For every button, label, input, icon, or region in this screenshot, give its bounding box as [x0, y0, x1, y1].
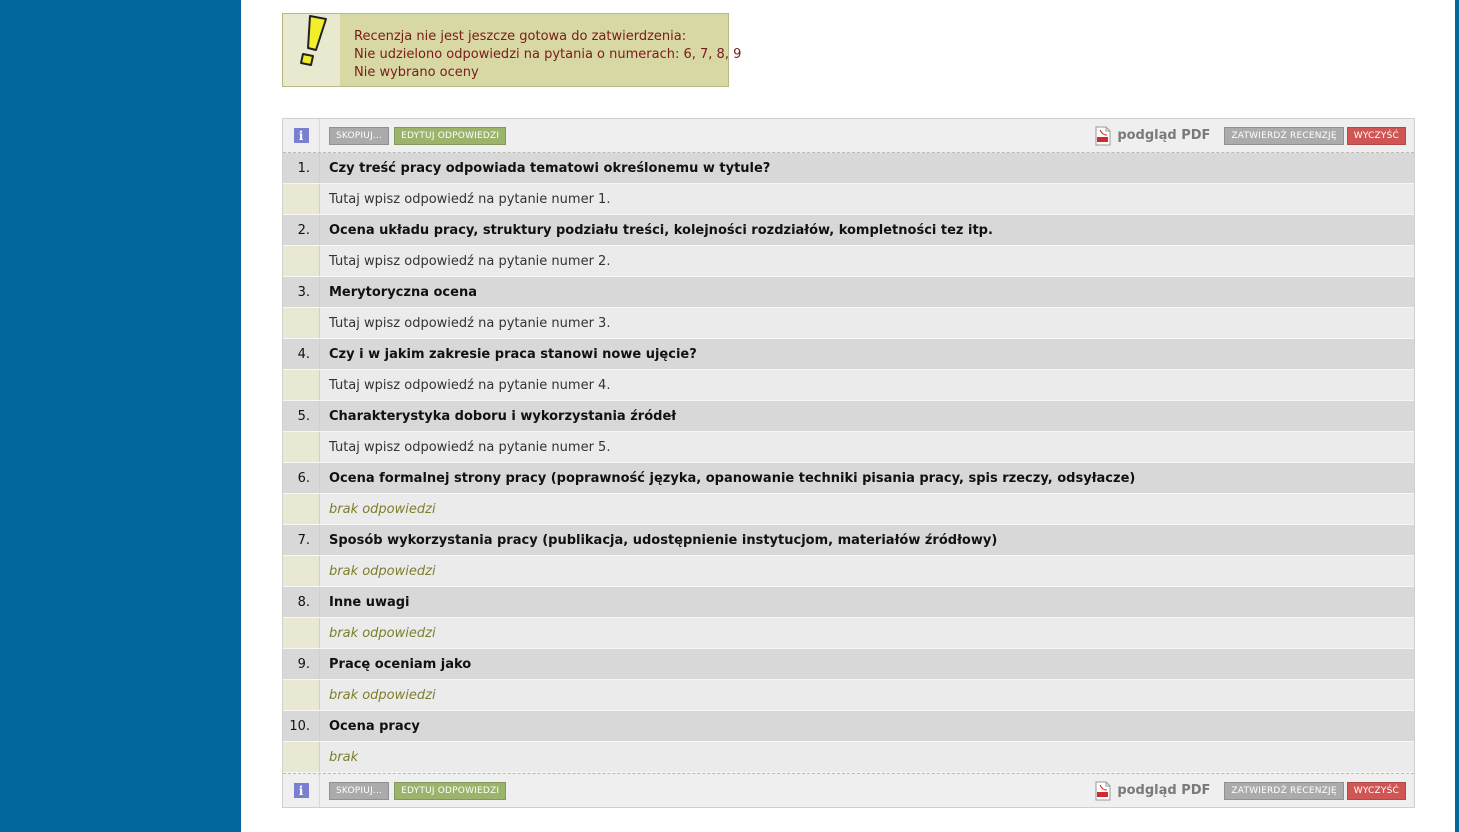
toolbar-left-actions	[329, 127, 506, 145]
edit-answers-button[interactable]: EDYTUJ ODPOWIEDZI	[394, 782, 506, 800]
question-text: Ocena formalnej strony pracy (poprawność języka, opanowanie techniki pisania pracy, spis rzeczy, odsyłacze)	[329, 470, 1136, 486]
question-row	[283, 711, 1414, 742]
right-frame-border	[1455, 0, 1459, 832]
warning-line: Nie udzielono odpowiedzi na pytania o numerach: 6, 7, 8, 9	[354, 47, 742, 62]
info-icon[interactable]: i	[294, 128, 309, 143]
warning-box	[282, 13, 742, 87]
answer-text[interactable]: Tutaj wpisz odpowiedź na pytanie numer 4.	[329, 377, 611, 393]
answer-text[interactable]: Tutaj wpisz odpowiedź na pytanie numer 5.	[329, 439, 611, 455]
answer-text[interactable]: brak odpowiedzi	[329, 687, 436, 703]
answer-row[interactable]	[283, 556, 1414, 587]
question-row	[283, 215, 1414, 246]
info-cell	[283, 119, 320, 152]
left-sidebar	[0, 0, 241, 832]
answer-number-cell	[283, 494, 320, 524]
question-row	[283, 525, 1414, 556]
question-text: Ocena pracy	[329, 718, 420, 734]
top-toolbar	[283, 119, 1414, 153]
toolbar-right-actions	[1095, 781, 1406, 801]
question-row	[283, 153, 1414, 184]
warning-message	[354, 28, 741, 82]
question-number: 3.	[283, 277, 320, 307]
warning-line: Recenzja nie jest jeszcze gotowa do zatwierdzenia:	[354, 29, 687, 44]
answer-text[interactable]: brak odpowiedzi	[329, 501, 436, 517]
answer-text[interactable]: Tutaj wpisz odpowiedź na pytanie numer 3.	[329, 315, 611, 331]
review-table	[282, 118, 1415, 808]
clear-button[interactable]: WYCZYŚĆ	[1347, 127, 1406, 145]
answer-number-cell	[283, 618, 320, 648]
answer-row[interactable]	[283, 742, 1414, 773]
exclamation-icon	[292, 14, 332, 70]
question-text: Czy treść pracy odpowiada tematowi określonemu w tytule?	[329, 160, 771, 176]
question-list	[283, 153, 1414, 773]
question-number: 8.	[283, 587, 320, 617]
question-number: 4.	[283, 339, 320, 369]
answer-text[interactable]: brak odpowiedzi	[329, 563, 436, 579]
info-icon[interactable]: i	[294, 783, 309, 798]
question-number: 2.	[283, 215, 320, 245]
question-number: 6.	[283, 463, 320, 493]
question-text: Charakterystyka doboru i wykorzystania źródeł	[329, 408, 677, 424]
answer-row[interactable]	[283, 618, 1414, 649]
question-number: 1.	[283, 153, 320, 183]
info-cell	[283, 774, 320, 807]
answer-row[interactable]	[283, 184, 1414, 215]
bottom-toolbar	[283, 773, 1414, 807]
answer-number-cell	[283, 680, 320, 710]
answer-text[interactable]: brak odpowiedzi	[329, 625, 436, 641]
toolbar-left-actions	[329, 782, 506, 800]
question-text: Merytoryczna ocena	[329, 284, 477, 300]
answer-text[interactable]: Tutaj wpisz odpowiedź na pytanie numer 1.	[329, 191, 611, 207]
question-text: Inne uwagi	[329, 594, 410, 610]
answer-row[interactable]	[283, 432, 1414, 463]
question-number: 5.	[283, 401, 320, 431]
question-number: 9.	[283, 649, 320, 679]
answer-number-cell	[283, 556, 320, 586]
clear-button[interactable]: WYCZYŚĆ	[1347, 782, 1406, 800]
pdf-preview-link[interactable]	[1095, 781, 1210, 801]
answer-row[interactable]	[283, 680, 1414, 711]
answer-text[interactable]: brak	[329, 749, 359, 765]
question-text: Czy i w jakim zakresie praca stanowi nowe ujęcie?	[329, 346, 697, 362]
confirm-review-button[interactable]: ZATWIERDŹ RECENZJĘ	[1224, 782, 1343, 800]
answer-text[interactable]: Tutaj wpisz odpowiedź na pytanie numer 2.	[329, 253, 611, 269]
question-text: Pracę oceniam jako	[329, 656, 472, 672]
answer-number-cell	[283, 246, 320, 276]
question-text: Sposób wykorzystania pracy (publikacja, udostępnienie instytucjom, materiałów źródłowy)	[329, 532, 998, 548]
answer-number-cell	[283, 432, 320, 462]
question-row	[283, 339, 1414, 370]
question-row	[283, 277, 1414, 308]
question-number: 10.	[283, 711, 320, 741]
warning-icon-cell	[283, 14, 340, 86]
pdf-preview-label: podgląd PDF	[1117, 128, 1211, 143]
answer-number-cell	[283, 370, 320, 400]
pdf-preview-label: podgląd PDF	[1117, 783, 1211, 798]
edit-answers-button[interactable]: EDYTUJ ODPOWIEDZI	[394, 127, 506, 145]
pdf-preview-link[interactable]	[1095, 126, 1210, 146]
confirm-review-button[interactable]: ZATWIERDŹ RECENZJĘ	[1224, 127, 1343, 145]
question-text: Ocena układu pracy, struktury podziału treści, kolejności rozdziałów, kompletności tez itp.	[329, 222, 993, 238]
question-number: 7.	[283, 525, 320, 555]
question-row	[283, 401, 1414, 432]
pdf-icon	[1095, 781, 1111, 801]
question-row	[283, 649, 1414, 680]
warning-line: Nie wybrano oceny	[354, 65, 479, 80]
answer-number-cell	[283, 308, 320, 338]
question-row	[283, 587, 1414, 618]
pdf-icon	[1095, 126, 1111, 146]
answer-number-cell	[283, 742, 320, 772]
answer-row[interactable]	[283, 370, 1414, 401]
answer-number-cell	[283, 184, 320, 214]
answer-row[interactable]	[283, 494, 1414, 525]
answer-row[interactable]	[283, 308, 1414, 339]
copy-button[interactable]: SKOPIUJ...	[329, 127, 389, 145]
question-row	[283, 463, 1414, 494]
copy-button[interactable]: SKOPIUJ...	[329, 782, 389, 800]
answer-row[interactable]	[283, 246, 1414, 277]
toolbar-right-actions	[1095, 126, 1406, 146]
